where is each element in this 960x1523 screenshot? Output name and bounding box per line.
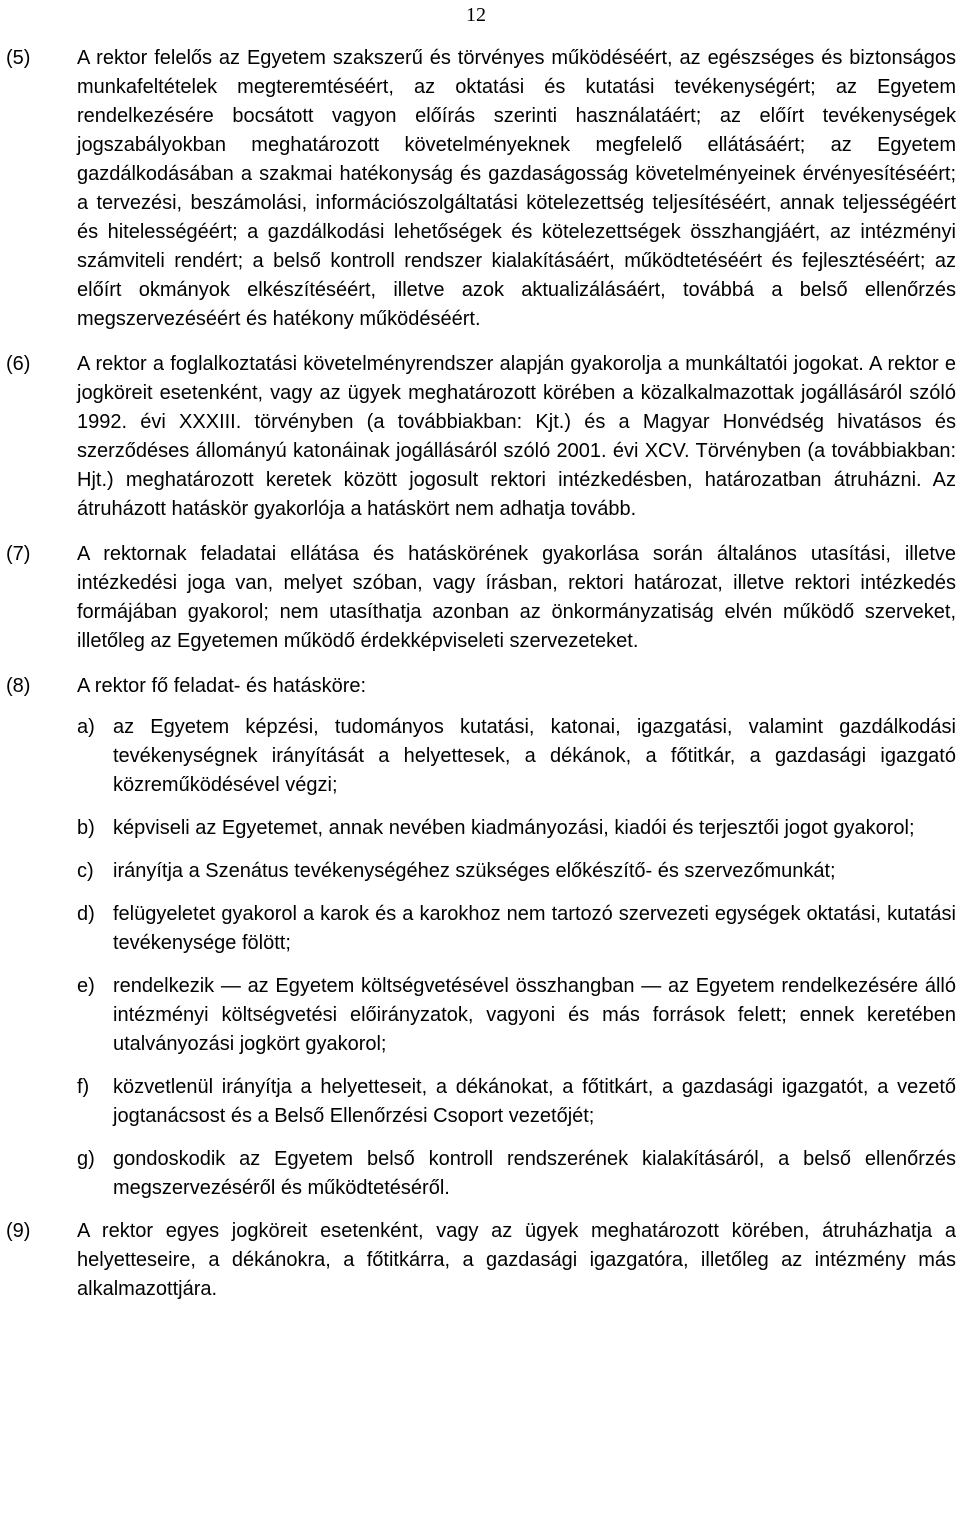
paragraph-text: A rektor fő feladat- és hatásköre: bbox=[77, 675, 367, 697]
paragraph-6 bbox=[0, 350, 960, 524]
paragraph-number: (9) bbox=[6, 1220, 31, 1242]
list-item-d bbox=[0, 900, 960, 958]
list-item-text: közvetlenül irányítja a helyetteseit, a dékánokat, a főtitkárt, a gazdasági igazgatót, a vezető jogtanácsost és a Belső Ellenőrzési Csoport vezetőjét; bbox=[113, 1076, 956, 1127]
paragraph-number: (8) bbox=[6, 675, 31, 697]
list-item-text: képviseli az Egyetemet, annak nevében kiadmányozási, kiadói és terjesztői jogot gyakorol; bbox=[113, 817, 915, 839]
paragraph-number: (7) bbox=[6, 543, 31, 565]
list-item-letter: a) bbox=[77, 716, 95, 738]
paragraph-text: A rektor a foglalkoztatási követelményrendszer alapján gyakorolja a munkáltatói jogokat. A rektor e jogköreit esetenként, vagy az ügyek meghatározott körében a közalkalmazottak jogállásáról szóló 1992. évi XXXIII. törvényben (a továbbiakban: Kjt.) és a Magyar Honvédség hivatásos és szerződéses állományú katonáinak jogállásáról szóló 2001. évi XCV. Törvényben (a továbbiakban: Hjt.) meghatározott keretek között jogosult rektori intézkedésben, határozatban átruházni. Az átruházott hatáskör gyakorlója a hatáskört nem adhatja tovább. bbox=[77, 353, 956, 520]
paragraph-text: A rektor egyes jogköreit esetenként, vagy az ügyek meghatározott körében, átruházhatja a helyetteseire, a dékánokra, a főtitkárra, a gazdasági igazgatóra, illetőleg az intézmény más alkalmazottjára. bbox=[77, 1220, 956, 1300]
list-item-letter: c) bbox=[77, 860, 94, 882]
list-item-c bbox=[0, 857, 960, 886]
list-item-b bbox=[0, 814, 960, 843]
list-item-text: irányítja a Szenátus tevékenységéhez szükséges előkészítő- és szervezőmunkát; bbox=[113, 860, 836, 882]
list bbox=[0, 713, 960, 1203]
list-item-e bbox=[0, 972, 960, 1059]
paragraph-5 bbox=[0, 44, 960, 334]
paragraph-7 bbox=[0, 540, 960, 656]
paragraph-text: A rektornak feladatai ellátása és hatáskörének gyakorlása során általános utasítási, illetve intézkedési joga van, melyet szóban, vagy írásban, rektori határozat, illetve rektori intézkedés formájában gyakorol; nem utasíthatja azonban az önkormányzatiság elvén működő szerveket, illetőleg az Egyetemen működő érdekképviseleti szervezeteket. bbox=[77, 543, 956, 652]
list-item-text: rendelkezik — az Egyetem költségvetésével összhangban — az Egyetem rendelkezésére álló intézményi költségvetési előirányzatok, vagyoni és más források felett; ennek keretében utalványozási jogkört gyakorol; bbox=[113, 975, 956, 1055]
list-item-letter: d) bbox=[77, 903, 95, 925]
list-item-letter: g) bbox=[77, 1148, 95, 1170]
list-item-g bbox=[0, 1145, 960, 1203]
list-item-text: az Egyetem képzési, tudományos kutatási, katonai, igazgatási, valamint gazdálkodási tevékenységnek irányítását a helyettesek, a dékánok, a főtitkár, a gazdasági igazgató közreműködésével végzi; bbox=[113, 716, 956, 796]
list-item-text: felügyeletet gyakorol a karok és a karokhoz nem tartozó szervezeti egységek oktatási, kutatási tevékenysége fölött; bbox=[113, 903, 956, 954]
paragraph-text: A rektor felelős az Egyetem szakszerű és törvényes működéséért, az egészséges és biztonságos munkafeltételek megteremtéséért, az oktatási és kutatási tevékenységért; az Egyetem rendelkezésére bocsátott vagyon előírás szerinti használatáért; az előírt tevékenységek jogszabályokban meghatározott követelményeknek megfelelő ellátásáért; az Egyetem gazdálkodásában a szakmai hatékonyság és gazdaságosság követelményeinek érvényesítéséért; a tervezési, beszámolási, információszolgáltatási kötelezettség teljesítéséért, annak teljességéért és hitelességéért; a gazdálkodási lehetőségek és kötelezettségek összhangjáért, az intézményi számviteli rendért; a belső kontroll rendszer kialakításáért, működtetéséért és fejlesztéséért; az előírt okmányok elkészítéséért, illetve azok aktualizálásáért, továbbá a belső ellenőrzés megszervezéséért és hatékony működéséért. bbox=[77, 47, 956, 330]
paragraph-8 bbox=[0, 672, 960, 1203]
list-item-letter: b) bbox=[77, 817, 95, 839]
paragraph-number: (6) bbox=[6, 353, 31, 375]
paragraph-9 bbox=[0, 1217, 960, 1304]
list-item-letter: f) bbox=[77, 1076, 90, 1098]
paragraph-number: (5) bbox=[6, 47, 31, 69]
list-item-f bbox=[0, 1073, 960, 1131]
page-number: 12 bbox=[466, 4, 486, 26]
list-item-a bbox=[0, 713, 960, 800]
list-item-letter: e) bbox=[77, 975, 95, 997]
list-item-text: gondoskodik az Egyetem belső kontroll rendszerének kialakításáról, a belső ellenőrzés megszervezéséről és működtetéséről. bbox=[113, 1148, 956, 1199]
document-body bbox=[0, 44, 960, 1304]
